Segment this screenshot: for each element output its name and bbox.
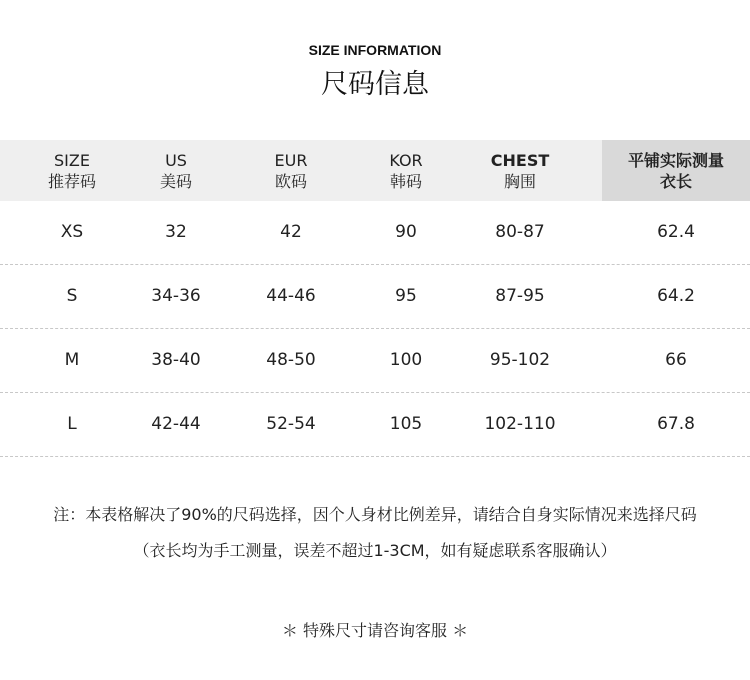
cell-size: S (66, 286, 78, 306)
cell-chest: 102-110 (484, 414, 556, 434)
table-row (0, 201, 750, 265)
header-label-cn: 韩码 (389, 171, 422, 191)
note-size-advice: 注：本表格解决了90%的尺码选择，因个人身材比例差异，请结合自身实际情况来选择尺码 (53, 505, 697, 524)
cell-eur: 52-54 (266, 414, 316, 434)
cell-kor: 90 (395, 222, 417, 242)
cell-us: 32 (165, 222, 187, 242)
cell-size: M (64, 350, 80, 370)
cell-length: 62.4 (657, 222, 695, 242)
header-label-cn: 推荐码 (47, 171, 96, 191)
cell-eur: 44-46 (266, 286, 316, 306)
cell-length: 66 (665, 350, 687, 370)
cell-us: 38-40 (151, 350, 201, 370)
cell-kor: 105 (389, 414, 423, 434)
table-row (0, 393, 750, 457)
header-label-en: SIZE (54, 150, 90, 170)
cell-length: 64.2 (657, 286, 695, 306)
note-special-size: ＊ 特殊尺寸请咨询客服 ＊ (281, 621, 469, 640)
title-chinese: 尺码信息 (321, 69, 429, 100)
title-english: SIZE INFORMATION (308, 42, 442, 58)
header-label-en: US (165, 150, 187, 170)
size-table (0, 140, 750, 457)
cell-us: 34-36 (151, 286, 201, 306)
cell-chest: 87-95 (495, 286, 545, 306)
cell-kor: 100 (389, 350, 423, 370)
header-label-en: KOR (389, 150, 423, 170)
cell-chest: 95-102 (489, 350, 551, 370)
header-length (602, 140, 750, 201)
header-label-cn: 欧码 (274, 171, 307, 191)
cell-length: 67.8 (657, 414, 695, 434)
header-chest (438, 140, 602, 201)
header-label-en: EUR (274, 150, 308, 170)
cell-eur: 48-50 (266, 350, 316, 370)
header-label-en: CHEST (490, 150, 550, 170)
cell-kor: 95 (395, 286, 417, 306)
header-label-bottom: 衣长 (659, 171, 692, 191)
header-eur (208, 140, 374, 201)
header-size (0, 140, 144, 201)
cell-eur: 42 (280, 222, 302, 242)
header-label-cn: 胸围 (503, 171, 536, 191)
table-row (0, 329, 750, 393)
cell-us: 42-44 (151, 414, 201, 434)
header-us (144, 140, 208, 201)
header-kor (374, 140, 438, 201)
header-label-cn: 美码 (159, 171, 192, 191)
table-header-row (0, 140, 750, 201)
cell-chest: 80-87 (495, 222, 545, 242)
note-measurement-error: （衣长均为手工测量，误差不超过1-3CM，如有疑虑联系客服确认） (133, 541, 617, 560)
table-row (0, 265, 750, 329)
cell-size: XS (60, 222, 84, 242)
header-label-top: 平铺实际测量 (627, 150, 724, 170)
cell-size: L (67, 414, 77, 434)
